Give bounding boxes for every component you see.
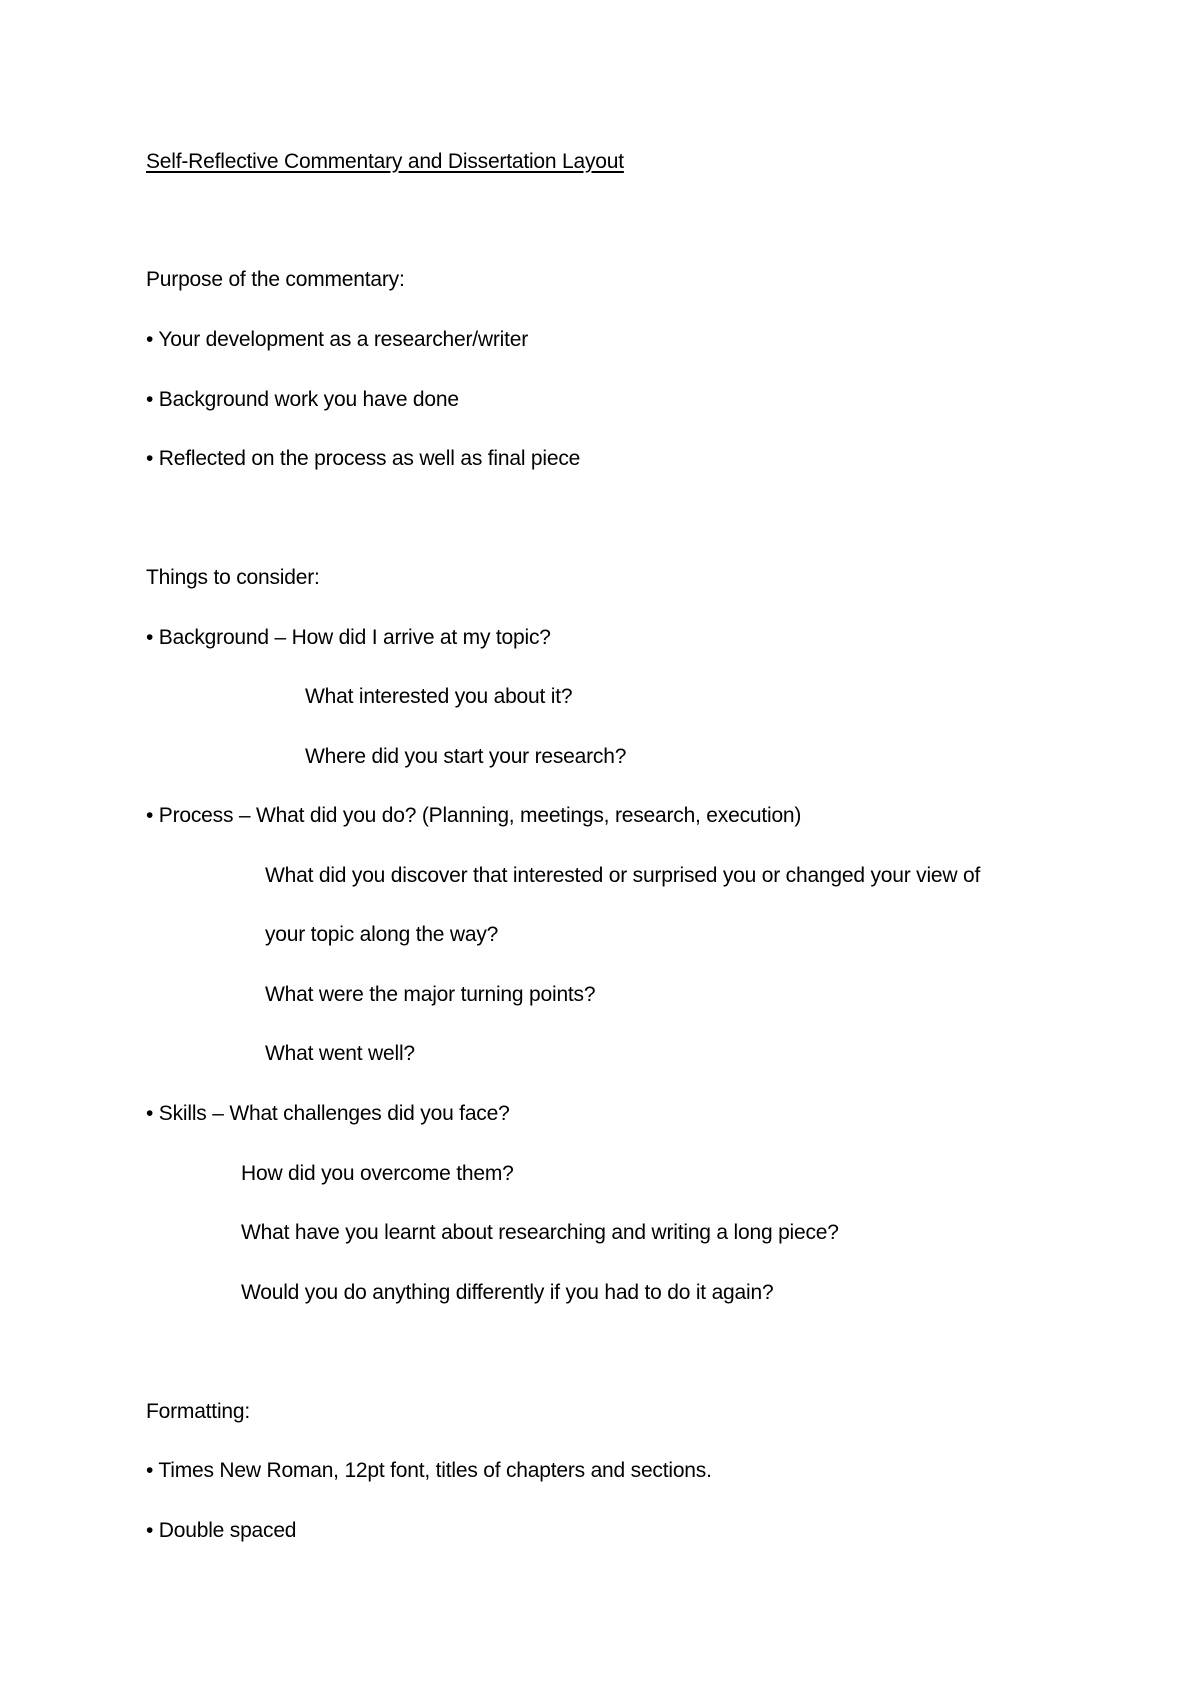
consider-sub-interested: What interested you about it? (305, 685, 573, 708)
consider-sub-went-well: What went well? (265, 1042, 415, 1065)
consider-item-process: • Process – What did you do? (Planning, meetings, research, execution) (146, 804, 802, 827)
document-title: Self-Reflective Commentary and Dissertation Layout (146, 150, 624, 173)
consider-sub-differently: Would you do anything differently if you had to do it again? (241, 1281, 774, 1304)
section-heading-purpose: Purpose of the commentary: (146, 268, 405, 291)
consider-sub-overcome: How did you overcome them? (241, 1162, 514, 1185)
formatting-item-spacing: • Double spaced (146, 1519, 297, 1542)
consider-sub-discover-cont: your topic along the way? (265, 923, 499, 946)
purpose-item-reflected: • Reflected on the process as well as final piece (146, 447, 581, 470)
consider-sub-turning-points: What were the major turning points? (265, 983, 596, 1006)
consider-sub-start-research: Where did you start your research? (305, 745, 627, 768)
consider-sub-discover: What did you discover that interested or surprised you or changed your view of (265, 864, 981, 887)
purpose-item-background-work: • Background work you have done (146, 388, 459, 411)
section-heading-consider: Things to consider: (146, 566, 320, 589)
section-heading-formatting: Formatting: (146, 1400, 250, 1423)
consider-item-skills: • Skills – What challenges did you face? (146, 1102, 510, 1125)
purpose-item-development: • Your development as a researcher/writer (146, 328, 529, 351)
consider-sub-learnt: What have you learnt about researching and writing a long piece? (241, 1221, 839, 1244)
consider-item-background: • Background – How did I arrive at my topic? (146, 626, 551, 649)
formatting-item-font: • Times New Roman, 12pt font, titles of chapters and sections. (146, 1459, 712, 1482)
